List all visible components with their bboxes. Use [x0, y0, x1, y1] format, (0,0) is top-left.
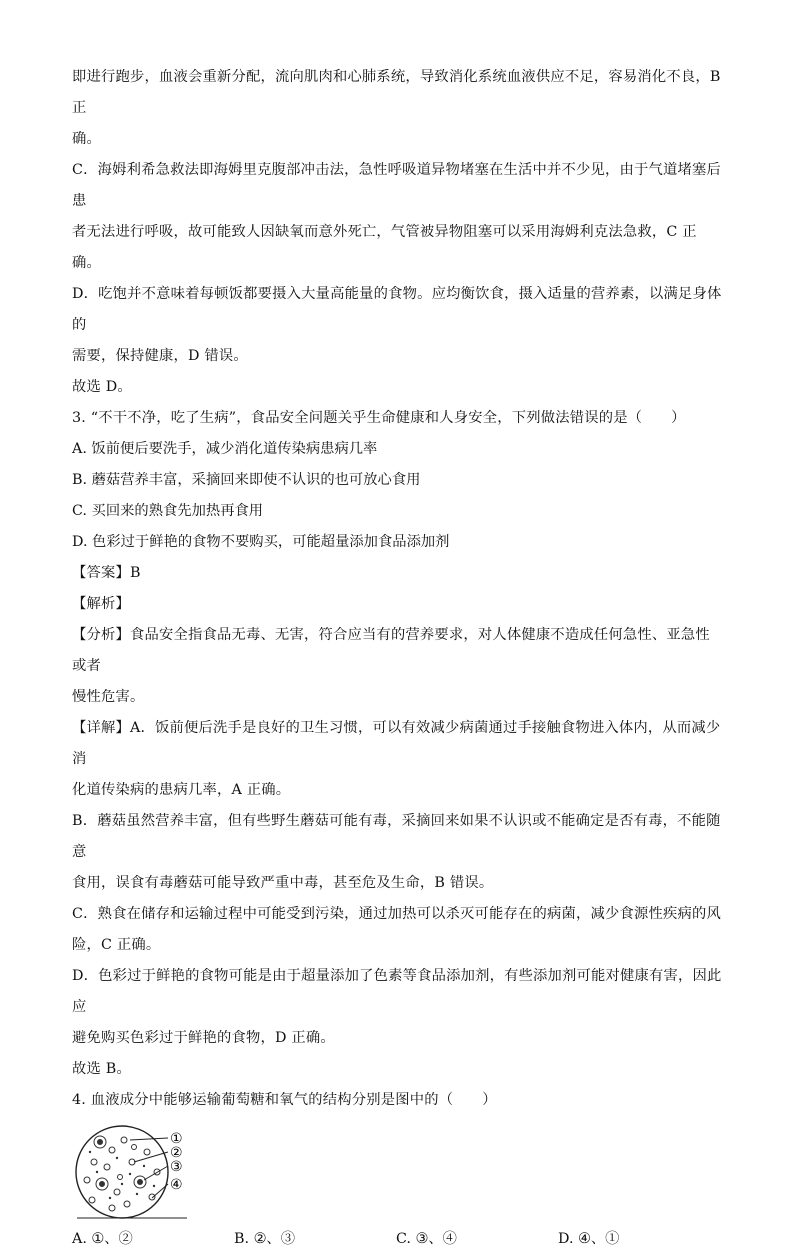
blood-cells-diagram: [72, 1122, 202, 1222]
figure-label-1: ①: [170, 1131, 183, 1147]
text-line: D．色彩过于鲜艳的食物可能是由于超量添加了色素等食品添加剂，有些添加剂可能对健康有害，因此应: [72, 968, 722, 1015]
blood-smear-figure: [72, 1122, 202, 1222]
text-line: 需要，保持健康，D 错误。: [72, 348, 248, 364]
text-line: 食用，误食有毒蘑菇可能导致严重中毒，甚至危及生命，B 错误。: [72, 875, 494, 891]
text-line: 即进行跑步，血液会重新分配，流向肌肉和心肺系统，导致消化系统血液供应不足，容易消化不良，B 正: [72, 69, 721, 116]
text-line: D．吃饱并不意味着每顿饭都要摄入大量高能量的食物。应均衡饮食，摄入适量的营养素，以满足身体的: [72, 286, 722, 333]
text-line: C．熟食在储存和运输过程中可能受到污染，通过加热可以杀灭可能存在的病菌，减少食源性疾病的风: [72, 906, 721, 922]
option-a: A. 饭前便后要洗手，减少消化道传染病患病几率: [72, 441, 378, 457]
option-b: B. ②、③: [234, 1231, 296, 1247]
options-row: [72, 1224, 722, 1255]
option-c: C. 买回来的熟食先加热再食用: [72, 503, 264, 519]
question-stem: 3. “不干不净，吃了生病”，食品安全问题关乎生命健康和人身安全，下列做法错误的是（ ）: [72, 410, 686, 426]
fenxi-tag: 【分析】: [72, 627, 130, 643]
xiangjie-text: A．饭前便后洗手是良好的卫生习惯，可以有效减少病菌通过手接触食物进入体内，从而减少消: [72, 720, 721, 767]
text-line: 故选 D。: [72, 379, 132, 395]
text-line: 险，C 正确。: [72, 937, 161, 953]
text-line: 故选 B。: [72, 1061, 131, 1077]
figure-label-3: ③: [170, 1159, 183, 1175]
text-line: 化道传染病的患病几率，A 正确。: [72, 782, 291, 798]
question-stem: 4. 血液成分中能够运输葡萄糖和氧气的结构分别是图中的（ ）: [72, 1092, 497, 1108]
text-line: C．海姆利希急救法即海姆里克腹部冲击法，急性呼吸道异物堵塞在生活中并不少见，由于气道堵塞后患: [72, 162, 721, 209]
answer-line: [72, 558, 722, 589]
document-page: [72, 62, 722, 1255]
figure-label-4: ④: [170, 1177, 183, 1193]
text-line: 确。: [72, 131, 101, 147]
xiangjie-line: [72, 713, 722, 775]
fenxi-text: 食品安全指食品无毒、无害，符合应当有的营养要求，对人体健康不造成任何急性、亚急性或者: [72, 627, 710, 674]
text-line: 慢性危害。: [72, 689, 145, 705]
answer-value: B: [130, 565, 141, 581]
text-line: 避免购买色彩过于鲜艳的食物，D 正确。: [72, 1030, 335, 1046]
xiangjie-tag: 【详解】: [72, 720, 130, 736]
answer-tag: 【答案】: [72, 565, 130, 581]
question-3: [72, 403, 722, 1085]
question-4: [72, 1085, 722, 1255]
option-c: C. ③、④: [396, 1231, 457, 1247]
option-b: B. 蘑菇营养丰富，采摘回来即使不认识的也可放心食用: [72, 472, 421, 488]
option-a: A. ①、②: [72, 1231, 133, 1247]
option-d: D. 色彩过于鲜艳的食物不要购买，可能超量添加食品添加剂: [72, 534, 450, 550]
explanation-continued: [72, 62, 722, 403]
figure-label-2: ②: [170, 1145, 183, 1161]
text-line: 者无法进行呼吸，故可能致人因缺氧而意外死亡，气管被异物阻塞可以采用海姆利克法急救，C 正确。: [72, 224, 697, 271]
option-d: D. ④、①: [558, 1231, 620, 1247]
text-line: B．蘑菇虽然营养丰富，但有些野生蘑菇可能有毒，采摘回来如果不认识或不能确定是否有毒，不能随意: [72, 813, 721, 860]
analysis-tag: 【解析】: [72, 596, 130, 612]
fenxi-line: [72, 620, 722, 682]
